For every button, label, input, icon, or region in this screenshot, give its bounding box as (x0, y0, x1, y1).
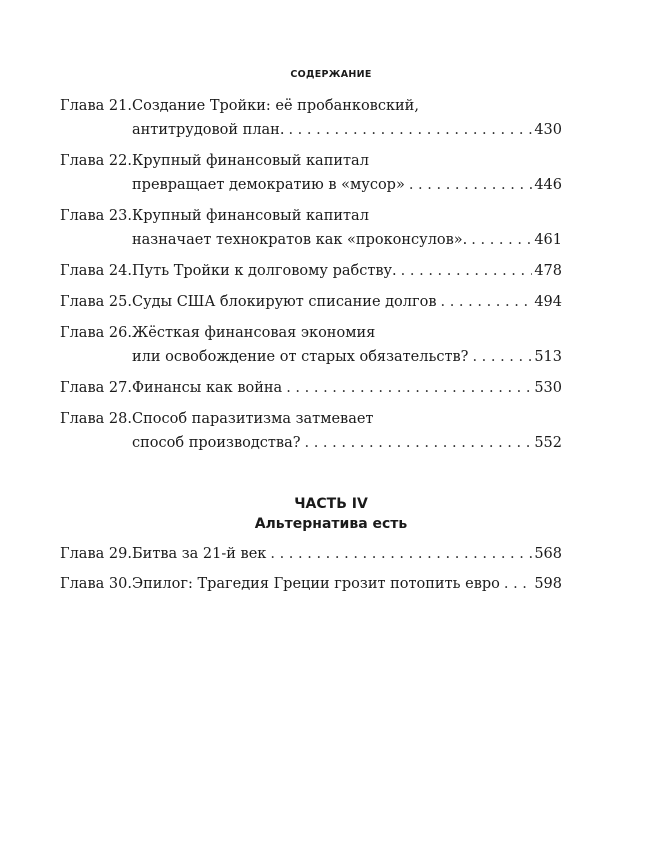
dot-leader (437, 290, 533, 314)
dot-leader (266, 542, 532, 566)
chapter-title-line: Жёсткая финансовая экономия (132, 325, 376, 341)
toc-entry-22[interactable] (60, 149, 562, 197)
toc-entry-24[interactable] (60, 259, 562, 283)
page-number: 446 (534, 177, 562, 193)
chapter-title-line: или освобождение от старых обязательств? (132, 349, 469, 365)
chapter-number: Глава 27. (60, 380, 132, 396)
chapter-title-line: антитрудовой план. (132, 122, 285, 138)
toc-entry-28[interactable] (60, 407, 562, 455)
chapter-title-line: способ производства? (132, 435, 301, 451)
dot-leader (500, 572, 532, 596)
dot-leader (405, 173, 532, 197)
chapter-number: Глава 24. (60, 263, 132, 279)
toc-entry-21[interactable] (60, 94, 562, 142)
chapter-number: Глава 22. (60, 153, 132, 169)
toc-entry-26[interactable] (60, 321, 562, 369)
toc-entry-23[interactable] (60, 204, 562, 252)
chapter-number: Глава 25. (60, 294, 132, 310)
toc-entry-29[interactable] (60, 542, 562, 566)
chapter-title-line: превращает демократию в «мусор» (132, 177, 405, 193)
dot-leader (468, 345, 532, 369)
page-number: 568 (534, 546, 562, 562)
page-number: 513 (534, 349, 562, 365)
page-number: 598 (534, 576, 562, 592)
chapter-title-line: Финансы как война (132, 380, 283, 396)
chapter-number: Глава 30. (60, 576, 132, 592)
chapter-title-line: Путь Тройки к долговому рабству. (132, 263, 397, 279)
chapter-title-line: Крупный финансовый капитал (132, 153, 369, 169)
dot-leader (397, 259, 532, 283)
toc-entry-30[interactable] (60, 572, 562, 596)
page-number: 478 (534, 263, 562, 279)
dot-leader (282, 376, 532, 400)
dot-leader (284, 118, 532, 142)
page-number: 461 (534, 232, 562, 248)
chapter-number: Глава 23. (60, 208, 132, 224)
toc-list-part-4 (60, 542, 562, 596)
toc-entry-25[interactable] (60, 290, 562, 314)
chapter-title-line: Битва за 21-й век (132, 546, 267, 562)
toc-entry-27[interactable] (60, 376, 562, 400)
chapter-title-line: назначает технократов как «проконсулов». (132, 232, 468, 248)
chapter-number: Глава 28. (60, 411, 132, 427)
chapter-title-line: Суды США блокируют списание долгов (132, 294, 437, 310)
chapter-title-line: Эпилог: Трагедия Греции грозит потопить евро (132, 576, 500, 592)
chapter-number: Глава 29. (60, 546, 132, 562)
dot-leader (301, 431, 533, 455)
chapter-title-line: Способ паразитизма затмевает (132, 411, 374, 427)
dot-leader (467, 228, 532, 252)
part-title: Альтернатива есть (254, 516, 408, 532)
chapter-title-line: Крупный финансовый капитал (132, 208, 369, 224)
part-number: ЧАСТЬ IV (294, 496, 368, 512)
page-number: 530 (534, 380, 562, 396)
chapter-title-line: Создание Тройки: её пробанковский, (132, 98, 419, 114)
toc-list (60, 94, 562, 455)
page-number: 430 (534, 122, 562, 138)
page-number: 494 (534, 294, 562, 310)
part-heading (0, 494, 662, 534)
chapter-number: Глава 21. (60, 98, 132, 114)
page-number: 552 (534, 435, 562, 451)
running-head: СОДЕРЖАНИЕ (290, 69, 372, 80)
chapter-number: Глава 26. (60, 325, 132, 341)
